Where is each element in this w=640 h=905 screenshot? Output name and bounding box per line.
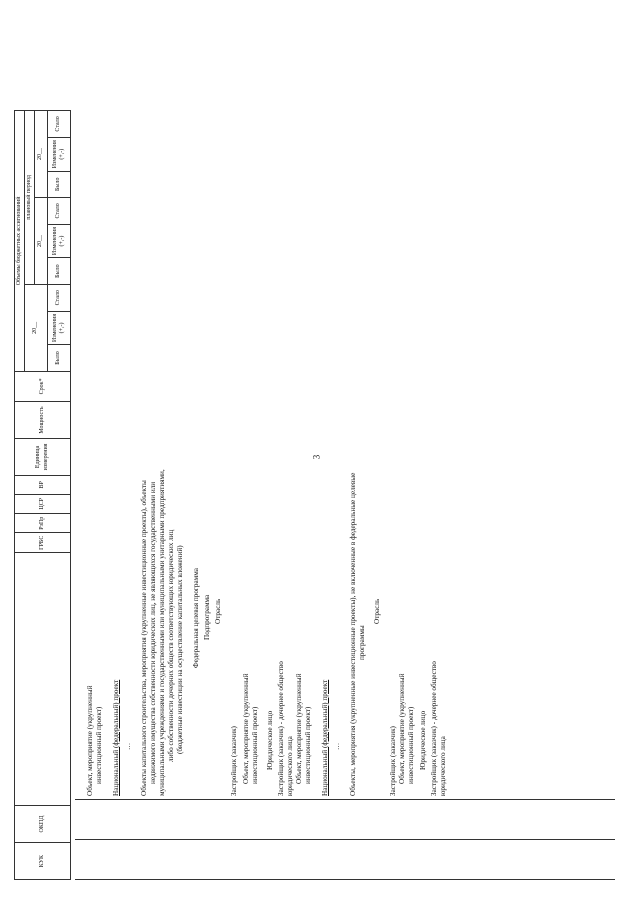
header-was-1: Было — [48, 345, 71, 372]
header-unit: Единица измерения — [15, 439, 71, 476]
not-included-1: Объекты, мероприятия (укрупненные инвестиционные проекты), не включенные в федеральные целевые — [349, 472, 357, 796]
page-number: 3 — [311, 454, 322, 460]
header-was-3: Было — [48, 171, 71, 198]
capital-text-4: либо собственности дочерних обществ соответствующих юридических лиц — [167, 529, 175, 762]
capital-text-3: муниципальными учреждениями и государственными или муниципальными унитарными предприятиями, — [158, 469, 166, 796]
header-was-2: Было — [48, 258, 71, 285]
national-project-1: Национальный (федеральный) проект — [112, 679, 120, 796]
landscape-page — [0, 110, 620, 900]
header-vr: ВР — [15, 475, 71, 494]
subprogram: Подпрограмма — [203, 594, 211, 640]
header-planned-period: плановый период — [25, 111, 35, 285]
header-okpd: ОКПД — [15, 805, 71, 842]
header-capacity: Мощность — [15, 402, 71, 439]
header-became-3: Стало — [48, 111, 71, 138]
object-a-1: Объект, мероприятие (укрупненный — [242, 673, 250, 784]
table-body-text — [0, 110, 620, 900]
branch-2: Отрасль — [373, 598, 381, 624]
header-term: Срок* — [15, 371, 71, 401]
legal-entity-1: Юридическое лицо — [266, 710, 274, 770]
developer-1: Застройщик (заказчик) — [230, 726, 238, 796]
header-became-2: Стало — [48, 198, 71, 225]
object-b-2: инвестиционный проект) — [304, 706, 312, 784]
object-a-2: инвестиционный проект) — [251, 706, 259, 784]
legal-entity-2: Юридическое лицо — [419, 710, 427, 770]
object-b-1: Объект, мероприятие (укрупненный — [295, 673, 303, 784]
capital-text-2: недвижимого имущества собственности юридических лиц, не являющихся государственными или — [149, 481, 157, 784]
developer-2: Застройщик (заказчик) — [389, 726, 397, 796]
header-grbs: ГРБС — [15, 533, 71, 553]
header-change-3: Изменения (+,-) — [48, 137, 71, 171]
ellipsis-2: … — [333, 741, 341, 750]
header-change-1: Изменения (+,-) — [48, 311, 71, 345]
header-kuk: КУК — [15, 843, 71, 880]
not-included-2: программы — [358, 625, 366, 660]
developer-sub-3: Застройщик (заказчик) - дочернее общество — [430, 661, 438, 796]
header-change-2: Изменения (+,-) — [48, 224, 71, 258]
header-year-1: 20__ — [25, 284, 48, 371]
header-year-3: 20__ — [35, 111, 48, 198]
object-line: Объект, мероприятие (укрупненный — [86, 685, 94, 796]
header-became-1: Стало — [48, 284, 71, 311]
object-line-2: инвестиционный проект) — [95, 706, 103, 784]
federal-program: Федеральная целевая программа — [192, 568, 200, 668]
header-year-2: 20__ — [35, 198, 48, 285]
capital-text-1: Объекты капитального строительства, мероприятия (укрупненные инвестиционные проекты), объекты — [140, 480, 148, 796]
capital-text-5: (бюджетные инвестиции на осуществление капитальных вложений) — [176, 545, 184, 754]
header-volume: Объемы бюджетных ассигнований — [15, 111, 25, 372]
ellipsis-1: … — [124, 741, 132, 750]
branch-1: Отрасль — [214, 598, 222, 624]
header-rzpr: РзПр — [15, 513, 71, 532]
developer-sub-4: юридического лица — [439, 736, 447, 796]
object-c-1: Объект, мероприятие (укрупненный — [398, 673, 406, 784]
header-csr: ЦСР — [15, 494, 71, 513]
object-c-2: инвестиционный проект) — [407, 706, 415, 784]
developer-sub-1: Застройщик (заказчик) - дочернее общество — [277, 661, 285, 796]
developer-sub-2: юридического лица — [286, 736, 294, 796]
national-project-2: Национальный (федеральный) проект — [321, 679, 329, 796]
